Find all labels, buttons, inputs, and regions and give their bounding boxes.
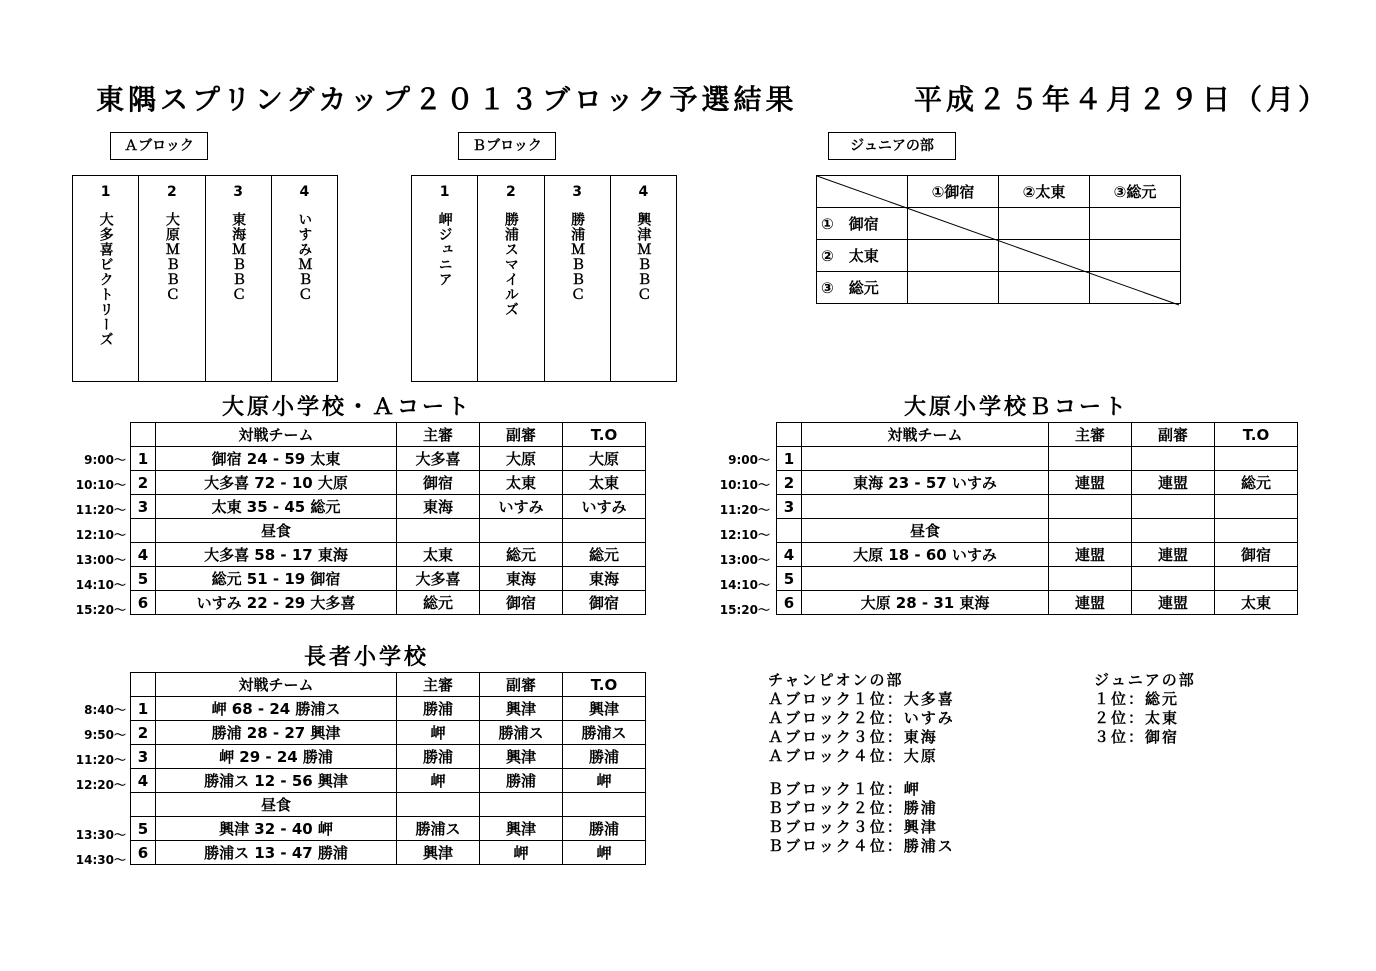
junior-results [1094,671,1196,747]
table-official: 勝浦 [563,817,646,841]
table-official: 大原 [563,447,646,471]
table-row [777,471,1298,495]
match-header: 対戦チーム [156,423,397,447]
sub-ref: 御宿 [480,591,563,615]
team-column [271,176,337,381]
team-name: 勝浦ＭＢＢＣ [569,212,586,302]
table-official [1215,447,1298,471]
table-row [131,495,646,519]
table-official: 太東 [1215,591,1298,615]
junior-diagonal [816,175,1180,306]
match-result: 岬 68 - 24 勝浦ス [156,697,397,721]
team-name: 大原ＭＢＢＣ [163,212,180,302]
table-row [131,697,646,721]
team-number: 2 [506,184,516,200]
sub-ref: 興津 [480,817,563,841]
row-header: ③ 総元 [817,272,908,304]
table-row [131,817,646,841]
table-row [777,591,1298,615]
table-official: 御宿 [563,591,646,615]
game-number: 6 [131,841,156,865]
table-row [131,793,646,817]
rank-line: ３位：御宿 [1094,728,1180,746]
lunch-break: 昼食 [156,793,397,817]
main-ref: 連盟 [1049,591,1132,615]
table-official: 岬 [563,841,646,865]
table-row [777,447,1298,471]
game-number: 3 [131,745,156,769]
sub-ref: 連盟 [1132,471,1215,495]
time-label: 13:00～ [75,553,126,567]
team-column [477,176,543,381]
team-name: 興津ＭＢＢＣ [635,212,652,302]
table-official: 勝浦 [563,745,646,769]
match-result: 大多喜 72 - 10 大原 [156,471,397,495]
col-header: ②太東 [999,176,1090,208]
court-b-title: 大原小学校Ｂコート [904,395,1130,420]
main-ref [1049,447,1132,471]
rank-line: Ａブロック４位：大原 [768,747,938,765]
row-header: ② 太東 [817,240,908,272]
table-row [777,495,1298,519]
team-column [73,176,138,381]
page-title: 東隅スプリングカップ２０１３ブロック予選結果 [96,83,798,116]
table-official [1215,567,1298,591]
match-result: 東海 23 - 57 いすみ [802,471,1049,495]
main-ref: 御宿 [397,471,480,495]
junior-block-label: ジュニアの部 [828,132,956,160]
team-column [544,176,610,381]
champion-title: チャンピオンの部 [768,671,904,689]
game-number: 1 [777,447,802,471]
sub-ref-header: 副審 [1132,423,1215,447]
sub-ref: 大原 [480,447,563,471]
match-result [802,495,1049,519]
match-result [802,447,1049,471]
sub-ref [1132,495,1215,519]
main-ref: 連盟 [1049,543,1132,567]
match-result: 太東 35 - 45 総元 [156,495,397,519]
table-header-row [777,423,1298,447]
table-official: 勝浦ス [563,721,646,745]
table-row [131,543,646,567]
team-column [138,176,204,381]
table-official: 御宿 [1215,543,1298,567]
sub-ref-header: 副審 [480,423,563,447]
team-name: 大多喜ビクトリーズ [97,212,114,347]
game-number [131,793,156,817]
sub-ref: 興津 [480,745,563,769]
game-number: 1 [131,447,156,471]
rank-line: Ａブロック３位：東海 [768,728,938,746]
match-result: 大原 18 - 60 いすみ [802,543,1049,567]
main-ref [397,519,480,543]
court-c-times [52,698,126,873]
court-b-times [696,448,770,623]
main-ref-header: 主審 [397,423,480,447]
team-number: 1 [439,184,450,200]
time-label: 15:20～ [75,603,126,617]
time-label: 11:20～ [719,503,770,517]
table-row [131,769,646,793]
b-block-team-grid [411,175,677,382]
main-ref [1049,567,1132,591]
team-number: 3 [233,184,243,200]
main-ref [1049,519,1132,543]
table-header-row [131,423,646,447]
time-label [52,798,126,823]
table-official: いすみ [563,495,646,519]
table-official: 興津 [563,697,646,721]
table-official: 総元 [563,543,646,567]
a-block-team-grid [72,175,338,382]
main-ref: 大多喜 [397,567,480,591]
time-label: 11:20～ [75,753,126,767]
time-label: 15:20～ [719,603,770,617]
sub-ref: 岬 [480,841,563,865]
main-ref: 東海 [397,495,480,519]
team-column [412,176,477,381]
time-label: 12:10～ [719,528,770,542]
match-header: 対戦チーム [156,673,397,697]
team-column [205,176,271,381]
game-number: 2 [777,471,802,495]
court-c-table [130,672,646,865]
table-official [563,519,646,543]
game-number: 5 [777,567,802,591]
table-row [777,519,1298,543]
time-label: 10:10～ [75,478,126,492]
table-row [131,519,646,543]
main-ref-header: 主審 [397,673,480,697]
match-result: 大原 28 - 31 東海 [802,591,1049,615]
court-a-title: 大原小学校・Ａコート [222,395,473,420]
table-official: 太東 [563,471,646,495]
sub-ref: 勝浦ス [480,721,563,745]
time-label: 9:00～ [728,453,770,467]
lunch-break: 昼食 [156,519,397,543]
sub-ref: 総元 [480,543,563,567]
main-ref: 勝浦 [397,697,480,721]
time-label: 9:50～ [84,728,126,742]
time-label: 14:10～ [719,578,770,592]
time-label: 14:10～ [75,578,126,592]
main-ref: 興津 [397,841,480,865]
time-label: 12:10～ [75,528,126,542]
match-result: 勝浦 28 - 27 興津 [156,721,397,745]
sub-ref: 東海 [480,567,563,591]
junior-results-title: ジュニアの部 [1094,671,1196,689]
team-number: 1 [100,184,111,200]
main-ref: 太東 [397,543,480,567]
game-number: 6 [777,591,802,615]
main-ref: 勝浦 [397,745,480,769]
team-number: 3 [572,184,582,200]
champion-results [768,671,955,856]
time-label: 12:20～ [75,778,126,792]
table-official [1215,495,1298,519]
match-result: 勝浦ス 12 - 56 興津 [156,769,397,793]
b-block-label: Ｂブロック [458,132,556,160]
team-number: 2 [167,184,177,200]
match-result: 興津 32 - 40 岬 [156,817,397,841]
sub-ref [1132,519,1215,543]
main-ref [397,793,480,817]
match-result: 御宿 24 - 59 太東 [156,447,397,471]
game-number: 1 [131,697,156,721]
court-b-table [776,422,1298,615]
game-number: 5 [131,567,156,591]
team-number: 4 [299,184,310,200]
game-number [777,519,802,543]
diagonal-line [817,176,1179,305]
sub-ref [1132,567,1215,591]
table-official [1215,519,1298,543]
table-row [777,543,1298,567]
table-row [131,591,646,615]
table-official: 岬 [563,769,646,793]
time-label: 13:30～ [75,828,126,842]
sub-ref-header: 副審 [480,673,563,697]
main-ref [1049,495,1132,519]
main-ref: 総元 [397,591,480,615]
rank-line: ２位：太東 [1094,709,1180,727]
table-row [131,721,646,745]
table-row [131,471,646,495]
court-a-table [130,422,646,615]
match-result [802,567,1049,591]
rank-line: Ｂブロック１位：岬 [768,780,921,798]
a-block-label: Ａブロック [110,132,208,160]
team-name: 岬ジュニア [436,212,453,287]
to-header: T.O [563,673,646,697]
time-label: 9:00～ [84,453,126,467]
sub-ref [480,519,563,543]
game-number: 2 [131,471,156,495]
game-number: 3 [777,495,802,519]
main-ref: 大多喜 [397,447,480,471]
main-ref: 岬 [397,721,480,745]
court-c-title: 長者小学校 [304,645,430,670]
col-header: ①御宿 [908,176,999,208]
sub-ref: いすみ [480,495,563,519]
time-label: 10:10～ [719,478,770,492]
main-ref: 連盟 [1049,471,1132,495]
lunch-break: 昼食 [802,519,1049,543]
team-name: 勝浦スマイルズ [502,212,519,317]
sub-ref: 太東 [480,471,563,495]
page-date: 平成２５年４月２９日（月） [914,83,1331,116]
match-header: 対戦チーム [802,423,1049,447]
game-number: 5 [131,817,156,841]
court-a-times [52,448,126,623]
game-number: 4 [131,543,156,567]
table-official: 東海 [563,567,646,591]
main-ref-header: 主審 [1049,423,1132,447]
table-row [777,567,1298,591]
game-number: 2 [131,721,156,745]
col-header: ③総元 [1090,176,1181,208]
table-header-row [131,673,646,697]
game-number: 4 [131,769,156,793]
game-number: 4 [777,543,802,567]
main-ref: 勝浦ス [397,817,480,841]
table-row [131,841,646,865]
sub-ref: 連盟 [1132,591,1215,615]
team-column [610,176,676,381]
table-row [131,447,646,471]
sub-ref: 興津 [480,697,563,721]
match-result: いすみ 22 - 29 大多喜 [156,591,397,615]
rank-line: Ａブロック２位：いすみ [768,709,955,727]
team-name: いすみＭＢＣ [296,212,313,302]
sub-ref [1132,447,1215,471]
rank-line: Ａブロック１位：大多喜 [768,690,955,708]
sub-ref: 勝浦 [480,769,563,793]
time-label: 14:30～ [75,853,126,867]
table-row [131,745,646,769]
match-result: 大多喜 58 - 17 東海 [156,543,397,567]
sub-ref [480,793,563,817]
rank-line: Ｂブロック３位：興津 [768,818,938,836]
main-ref: 岬 [397,769,480,793]
time-label: 13:00～ [719,553,770,567]
to-header: T.O [1215,423,1298,447]
match-result: 勝浦ス 13 - 47 勝浦 [156,841,397,865]
game-number: 6 [131,591,156,615]
table-official: 総元 [1215,471,1298,495]
sub-ref: 連盟 [1132,543,1215,567]
time-label: 8:40～ [84,703,126,717]
row-header: ① 御宿 [817,208,908,240]
time-label: 11:20～ [75,503,126,517]
rank-line: Ｂブロック４位：勝浦ス [768,837,955,855]
game-number: 3 [131,495,156,519]
rank-line: １位：総元 [1094,690,1180,708]
team-number: 4 [638,184,649,200]
match-result: 岬 29 - 24 勝浦 [156,745,397,769]
table-official [563,793,646,817]
rank-line: Ｂブロック２位：勝浦 [768,799,938,817]
game-number [131,519,156,543]
team-name: 東海ＭＢＢＣ [230,212,247,302]
table-row [131,567,646,591]
match-result: 総元 51 - 19 御宿 [156,567,397,591]
to-header: T.O [563,423,646,447]
